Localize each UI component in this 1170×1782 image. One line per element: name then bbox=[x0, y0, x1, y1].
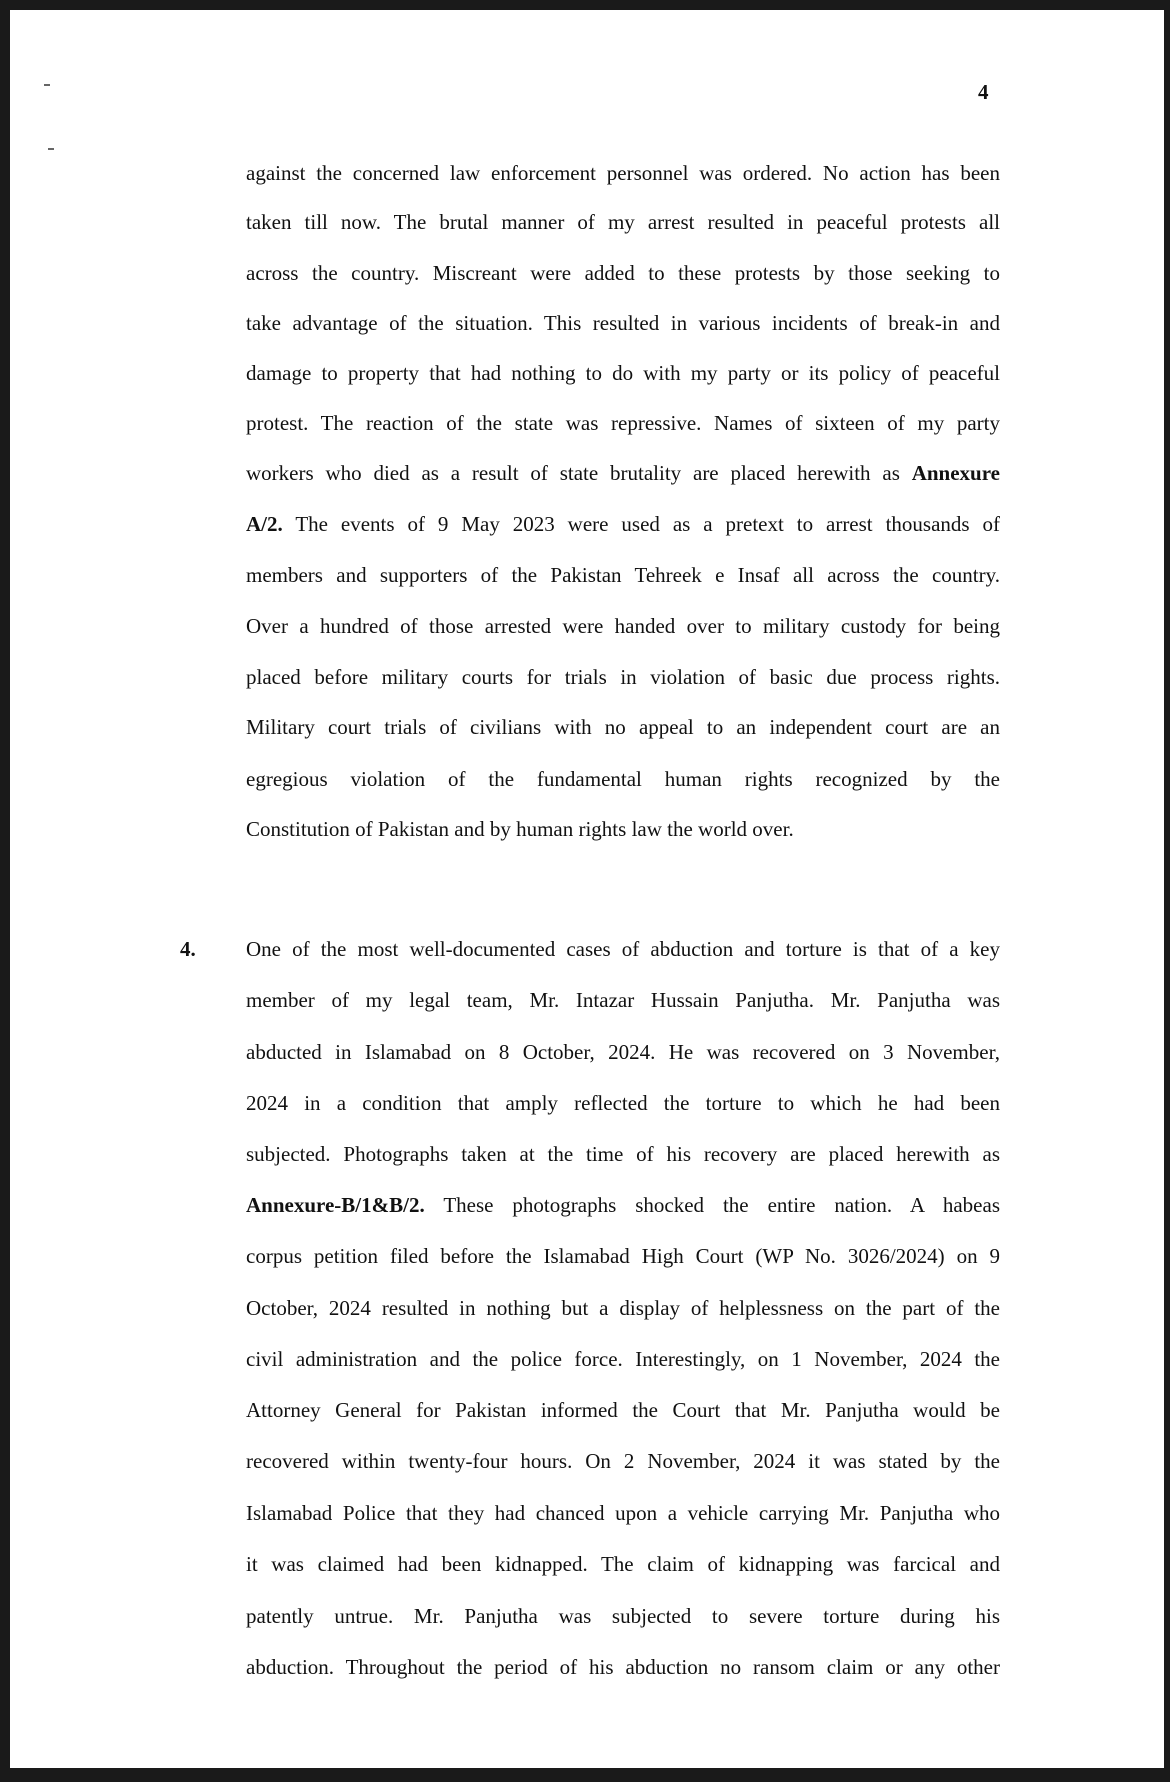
text-line: abduction. Throughout the period of his abduction no ransom claim or any other bbox=[246, 1655, 1000, 1679]
scan-mark bbox=[44, 84, 50, 86]
text-line: corpus petition filed before the Islamabad High Court (WP No. 3026/2024) on 9 bbox=[246, 1244, 1000, 1268]
text-segment: The events of 9 May 2023 were used as a pretext to arrest thousands of bbox=[295, 512, 1000, 536]
annexure-reference: Annexure-B/1&B/2. bbox=[246, 1193, 425, 1217]
annexure-reference: Annexure bbox=[911, 461, 1000, 485]
text-line: subjected. Photographs taken at the time of his recovery are placed herewith as bbox=[246, 1142, 1000, 1166]
page-number: 4 bbox=[978, 80, 989, 104]
scan-mark bbox=[48, 148, 54, 150]
text-line: against the concerned law enforcement personnel was ordered. No action has been bbox=[246, 161, 1000, 185]
text-line: October, 2024 resulted in nothing but a display of helplessness on the part of the bbox=[246, 1296, 1000, 1320]
text-line: take advantage of the situation. This resulted in various incidents of break-in and bbox=[246, 311, 1000, 335]
text-line: patently untrue. Mr. Panjutha was subjected to severe torture during his bbox=[246, 1604, 1000, 1628]
text-line bbox=[246, 460, 1000, 486]
text-line: Constitution of Pakistan and by human rights law the world over. bbox=[246, 817, 794, 841]
text-line: damage to property that had nothing to do with my party or its policy of peaceful bbox=[246, 361, 1000, 385]
text-line: Military court trials of civilians with no appeal to an independent court are an bbox=[246, 715, 1000, 739]
annexure-reference: A/2. bbox=[246, 512, 283, 536]
text-line: protest. The reaction of the state was repressive. Names of sixteen of my party bbox=[246, 411, 1000, 435]
text-line bbox=[246, 511, 1000, 537]
text-line: abducted in Islamabad on 8 October, 2024. He was recovered on 3 November, bbox=[246, 1040, 1000, 1064]
text-line: placed before military courts for trials in violation of basic due process rights. bbox=[246, 665, 1000, 689]
text-line: across the country. Miscreant were added to these protests by those seeking to bbox=[246, 261, 1000, 285]
text-line bbox=[246, 1192, 1000, 1218]
text-line: One of the most well-documented cases of abduction and torture is that of a key bbox=[246, 937, 1000, 961]
text-line: civil administration and the police force. Interestingly, on 1 November, 2024 the bbox=[246, 1347, 1000, 1371]
text-line: taken till now. The brutal manner of my arrest resulted in peaceful protests all bbox=[246, 210, 1000, 234]
text-line: member of my legal team, Mr. Intazar Hussain Panjutha. Mr. Panjutha was bbox=[246, 988, 1000, 1012]
text-line: it was claimed had been kidnapped. The claim of kidnapping was farcical and bbox=[246, 1552, 1000, 1576]
text-line: egregious violation of the fundamental human rights recognized by the bbox=[246, 767, 1000, 791]
text-line: members and supporters of the Pakistan Tehreek e Insaf all across the country. bbox=[246, 563, 1000, 587]
text-line: Islamabad Police that they had chanced upon a vehicle carrying Mr. Panjutha who bbox=[246, 1501, 1000, 1525]
text-line: recovered within twenty-four hours. On 2 November, 2024 it was stated by the bbox=[246, 1449, 1000, 1473]
text-line: 2024 in a condition that amply reflected the torture to which he had been bbox=[246, 1091, 1000, 1115]
paragraph-number: 4. bbox=[180, 937, 196, 961]
document-page bbox=[10, 10, 1164, 1768]
text-line: Over a hundred of those arrested were handed over to military custody for being bbox=[246, 614, 1000, 638]
text-segment: These photographs shocked the entire nation. A habeas bbox=[443, 1193, 1000, 1217]
text-line: Attorney General for Pakistan informed the Court that Mr. Panjutha would be bbox=[246, 1398, 1000, 1422]
text-segment: workers who died as a result of state brutality are placed herewith as bbox=[246, 461, 900, 485]
